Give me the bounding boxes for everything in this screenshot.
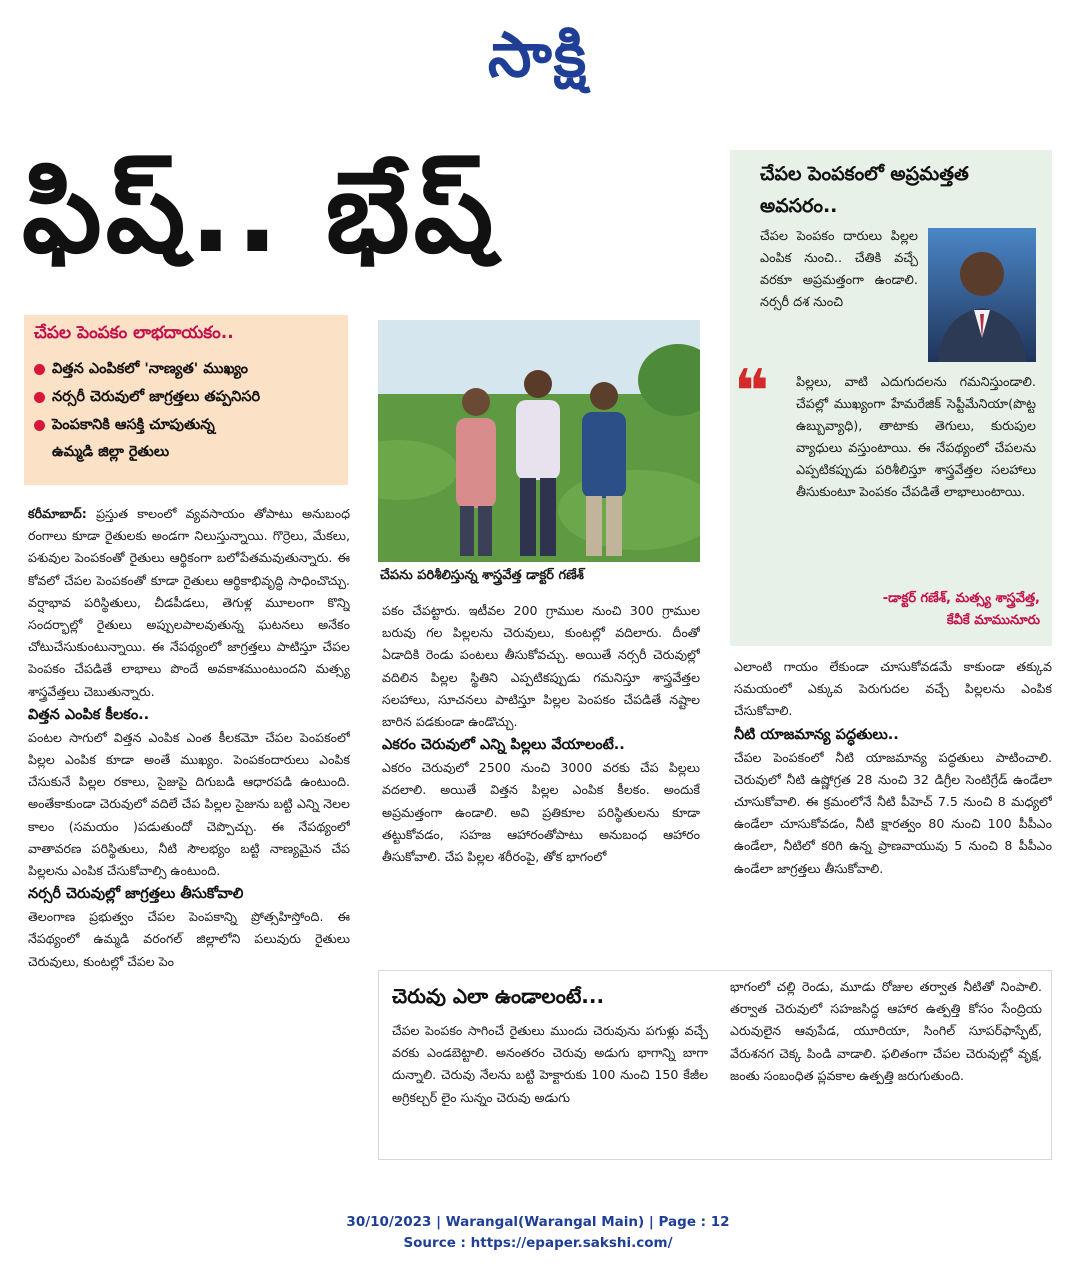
- photo-caption: చేపను పరిశీలిస్తున్న శాస్త్రవేత్త డాక్టర్ గణేశ్: [380, 568, 584, 583]
- paragraph: పకం చేపట్టారు. ఇటీవల 200 గ్రాముల నుంచి 300 గ్రాముల బరువు గల పిల్లలను చెరువులు, కుంటల్లో వదిలారు. దీంతో ఏడాదికి రెండు పంటలు తీసుకోవచ్చు. అయితే నర్సరీ చెరువుల్లో వదిలిన పిల్లల స్థితిని ఎప్పటికప్పుడు గమనిస్తూ శాస్త్రవేత్తల సలహాలు, సూచనలు పాటిస్తూ పిల్లల పెంపకం చేపడితే నష్టాల బారిన పడకుండా ఉండొచ్చు.: [382, 603, 700, 730]
- highlight-item-continuation: ఉమ్మడి జిల్లా రైతులు: [52, 444, 170, 460]
- article-column-2: [382, 600, 700, 960]
- subheading: నీటి యాజమాన్య పద్ధతులు..: [734, 726, 899, 743]
- highlight-item: విత్తన ఎంపికలో 'నాణ్యత' ముఖ్యం: [34, 355, 338, 383]
- subheading: విత్తన ఎంపిక కీలకం..: [28, 706, 150, 723]
- footer-date-edition: 30/10/2023 | Warangal(Warangal Main) | Page : 12: [346, 1214, 730, 1230]
- article-column-3: [734, 656, 1052, 962]
- bullet-icon: [34, 420, 45, 431]
- quote-mark-icon: ❝: [734, 357, 770, 427]
- paragraph: పంటల సాగులో విత్తన ఎంపిక ఎంత కీలకమో చేపల పెంపకంలో పిల్లల ఎంపిక కూడా అంతే ముఖ్యం. పెంపకందారులు ఎంపిక చేసుకునే పిల్లల రకాలు, సైజుపై దిగుబడి ఆధారపడి ఉంటుంది. అంతేకాకుండా చెరువులో వదిలే చేప పిల్లల సైజును బట్టి ఎన్ని నెలల కాలం (సమయం )పడుతుందో చెప్పొచ్చు. ఈ నేపథ్యంలో వాతావరణ పరిస్థితులు, నీటి సౌలభ్యం బట్టి నాణ్యమైన చేప పిల్లలను ఎంపిక చేసుకోవాల్సి ఉంటుంది.: [28, 729, 350, 879]
- headline: ఫిష్.. భేష్: [22, 148, 498, 278]
- paragraph: చేపల పెంపకంలో నీటి యాజమాన్య పద్ధతులు పాటించాలి. చెరువులో నీటి ఉష్ణోగ్రత 28 నుంచి 32 డిగ్రీల సెంటిగ్రేడ్ ఉండేలా చూసుకోవాలి. ఈ క్రమంలోనే నీటి పీహెచ్ 7.5 నుంచి 8 మధ్యలో ఉండేలా చూసుకోవడం, నీటి క్షారత్వం 80 నుంచి 100 పీపీఎం ఉండేలా, నీటిలో కరిగి ఉన్న ప్రాణవాయువు 5 నుంచి 8 పీపీఎం ఉండేలా జాగ్రత్తలు తీసుకోవాలి.: [734, 749, 1052, 876]
- expert-quote-title: చేపల పెంపకంలో అప్రమత్తత అవసరం..: [760, 163, 969, 217]
- paragraph: ఎకరం చెరువులో 2500 నుంచి 3000 వరకు చేప పిల్లలు వదలాలి. అయితే విత్తన పిల్లల ఎంపిక కీలకం. అందుకే అప్రమత్తంగా ఉండాలి. అవి ప్రతికూల పరిస్థితులను కూడా తట్టుకోవడం, సహజ ఆహారంతోపాటు అనుబంధ ఆహారం తీసుకోవాలి. చేప పిల్లల శరీరంపై, తోక భాగంలో: [382, 760, 700, 865]
- portrait-illustration: [928, 228, 1036, 362]
- highlights-title: చేపల పెంపకం లాభదాయకం..: [34, 323, 234, 343]
- paragraph: ఎలాంటి గాయం లేకుండా చూసుకోవడమే కాకుండా తక్కువ సమయంలో ఎక్కువ పెరుగుదల వచ్చే పిల్లలను ఎంపిక చేసుకోవాలి.: [734, 659, 1052, 719]
- highlight-item: నర్సరీ చెరువులో జాగ్రత్తలు తప్పనిసరి: [34, 383, 338, 411]
- bullet-icon: [34, 392, 45, 403]
- expert-quote-text-wide: పిల్లలు, వాటి ఎదుగుదలను గమనిస్తుండాలి. చేపల్లో ముఖ్యంగా హేమరేజిక్ సెప్టీమేనియా(పొట్ట ఉబ్బువ్యాధి), తాటాకు తెగులు, కురుపుల వ్యాధులు వస్తుంటాయి. ఈ నేపథ్యంలో చేపలను ఎప్పటికప్పుడు పరిశీలిస్తూ శాస్త్రవేత్తల సలహాలు తీసుకుంటూ పెంపకం చేపడితే లాభాలుంటాయి.: [796, 375, 1036, 500]
- dateline: కరీమాబాద్:: [28, 506, 87, 521]
- pond-preparation-text-left: చేపల పెంపకం సాగించే రైతులు ముందు చెరువును పగుళ్లు వచ్చే వరకు ఎండబెట్టాలి. అనంతరం చెరువు అడుగు భాగాన్ని బాగా దున్నాలి. చెరువు నేలను బట్టి హెక్టారుకు 100 నుంచి 150 కేజీల అగ్రికల్చర్ లైం సున్నం చెరువు అడుగు: [392, 1023, 708, 1105]
- paragraph: తెలంగాణ ప్రభుత్వం చేపల పెంపకాన్ని ప్రోత్సహిస్తోంది. ఈ నేపథ్యంలో ఉమ్మడి వరంగల్ జిల్లాలోని పలువురు రైతులు చెరువులు, కుంటల్లో చేపల పెం: [28, 909, 350, 969]
- farmers-in-field-illustration: [378, 320, 700, 562]
- paragraph: కరీమాబాద్: ప్రస్తుత కాలంలో వ్యవసాయం తోపాటు అనుబంధ రంగాలు కూడా రైతులకు అండగా నిలుస్తున్నాయి. గొర్రెలు, మేకలు, పశువుల పెంపకంతో రైతులు ఆర్థికంగా బలోపేతమవుతున్నారు. ఈ కోవలో చేపల పెంపకంతో కూడా రైతులు ఆర్థికాభివృద్ధి సాధించొచ్చు. వర్షాభావ పరిస్థితులు, చీడపీడలు, తెగుళ్ల మూలంగా కొన్ని సందర్భాల్లో రైతులు అప్పులపాలవుతున్న ఘటనలు అనేకం చోటుచేసుకుంటున్నాయి. ఈ నేపథ్యంలో జాగ్రత్తలు పాటిస్తూ చేపల పెంపకం చేపడితే లాభాలు పొందే అవకాశముంటుందని మత్స్య శాస్త్రవేత్తలు చెబుతున్నారు.: [28, 506, 350, 699]
- pond-preparation-title: చెరువు ఎలా ఉండాలంటే...: [392, 984, 605, 1008]
- subheading: ఎకరం చెరువులో ఎన్ని పిల్లలు వేయాలంటే..: [382, 737, 625, 754]
- expert-signature: -డాక్టర్ గణేశ్, మత్స్య శాస్త్రవేత్త, కేవీకే మామునూరు: [882, 591, 1040, 628]
- article-photo: [378, 320, 700, 562]
- article-column-1: [28, 503, 350, 1173]
- subheading: నర్సరీ చెరువుల్లో జాగ్రత్తలు తీసుకోవాలి: [28, 886, 244, 903]
- pond-preparation-text-right: భాగంలో చల్లి రెండు, మూడు రోజుల తర్వాత నీటితో నింపాలి. తర్వాత చెరువులో సహజసిద్ధ ఆహార ఉత్పత్తి కోసం సేంద్రియ ఎరువులైన ఆవుపేడ, యూరియా, సింగిల్ సూపర్‌ఫాస్ఫేట్, వేరుశనగ చెక్క పిండి వాడాలి. ఫలితంగా చేపల చెరువుల్లో వృక్ష, జంతు సంబంధిత ప్లవకాల ఉత్పత్తి జరుగుతుంది.: [730, 979, 1042, 1083]
- footer-source-link[interactable]: Source : https://epaper.sakshi.com/: [403, 1235, 673, 1251]
- highlights-box: [24, 315, 348, 485]
- source-footer: [0, 1212, 1076, 1254]
- masthead-logo: సాక్షి: [487, 18, 589, 91]
- expert-quote-text-narrow: చేపల పెంపకం దారులు పిల్లల ఎంపిక నుంచి.. చేతికి వచ్చే వరకూ అప్రమత్తంగా ఉండాలి. నర్సరీ దశ నుంచి: [760, 229, 918, 310]
- highlight-item: పెంపకానికి ఆసక్తి చూపుతున్న: [34, 411, 338, 439]
- bullet-icon: [34, 364, 45, 375]
- expert-portrait: [928, 228, 1036, 362]
